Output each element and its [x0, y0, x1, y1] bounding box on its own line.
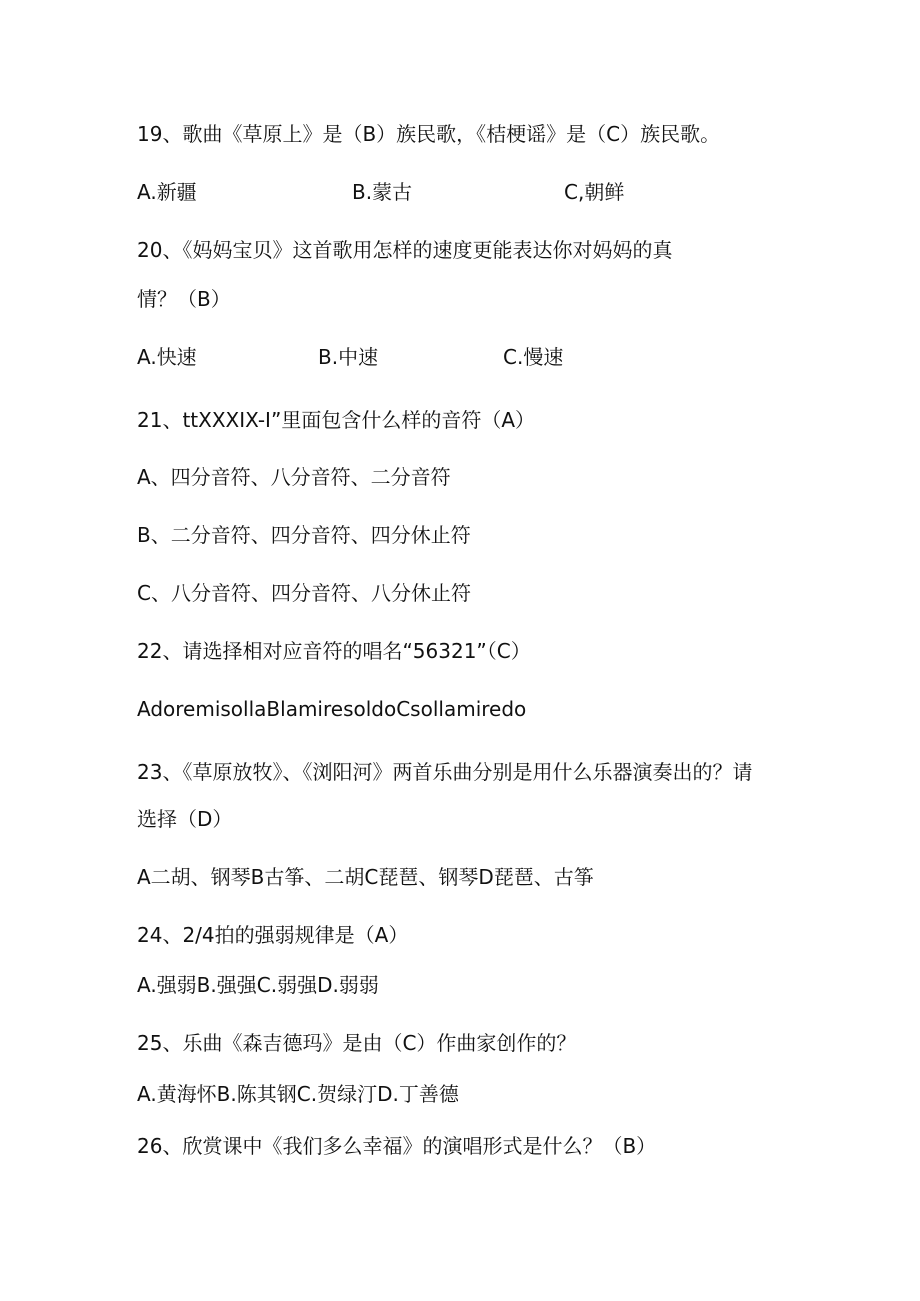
- question-20-option-b: B.中速: [318, 345, 379, 369]
- question-22-options: AdoremisollaBlamiresoldoCsollamiredo: [137, 697, 527, 721]
- question-24-options: A.强弱B.强强C.弱强D.弱弱: [137, 973, 379, 997]
- question-24: 24、2/4拍的强弱规律是（A）: [137, 923, 409, 947]
- question-20-option-a: A.快速: [137, 345, 197, 369]
- question-20-option-c: C.慢速: [503, 345, 564, 369]
- question-20-line-1: 20、《妈妈宝贝》这首歌用怎样的速度更能表达你对妈妈的真: [137, 238, 673, 262]
- question-23-line-1: 23、《草原放牧》、《浏阳河》两首乐曲分别是用什么乐器演奏出的？请: [137, 760, 753, 784]
- question-19-option-c: C,朝鲜: [564, 180, 625, 204]
- question-21: 21、ttXXXIX-I”里面包含什么样的音符（A）: [137, 408, 535, 432]
- question-23-line-2: 选择（D）: [137, 807, 233, 831]
- question-26: 26、欣赏课中《我们多么幸福》的演唱形式是什么？（B）: [137, 1134, 657, 1158]
- question-21-option-c: C、八分音符、四分音符、八分休止符: [137, 581, 471, 605]
- question-19-option-a: A.新疆: [137, 180, 197, 204]
- question-20-line-2: 情？（B）: [137, 287, 231, 311]
- question-21-option-b: B、二分音符、四分音符、四分休止符: [137, 523, 471, 547]
- question-21-option-a: A、四分音符、八分音符、二分音符: [137, 465, 451, 489]
- question-19-option-b: B.蒙古: [352, 180, 413, 204]
- question-23-options: A二胡、钢琴B古筝、二胡C琵琶、钢琴D琵琶、古筝: [137, 865, 594, 889]
- question-25: 25、乐曲《森吉德玛》是由（C）作曲家创作的？: [137, 1031, 577, 1055]
- question-19: 19、歌曲《草原上》是（B）族民歌，《桔梗谣》是（C）族民歌。: [137, 122, 721, 146]
- question-25-options: A.黄海怀B.陈其钢C.贺绿汀D.丁善德: [137, 1082, 459, 1106]
- question-22: 22、请选择相对应音符的唱名“56321”（C）: [137, 639, 531, 663]
